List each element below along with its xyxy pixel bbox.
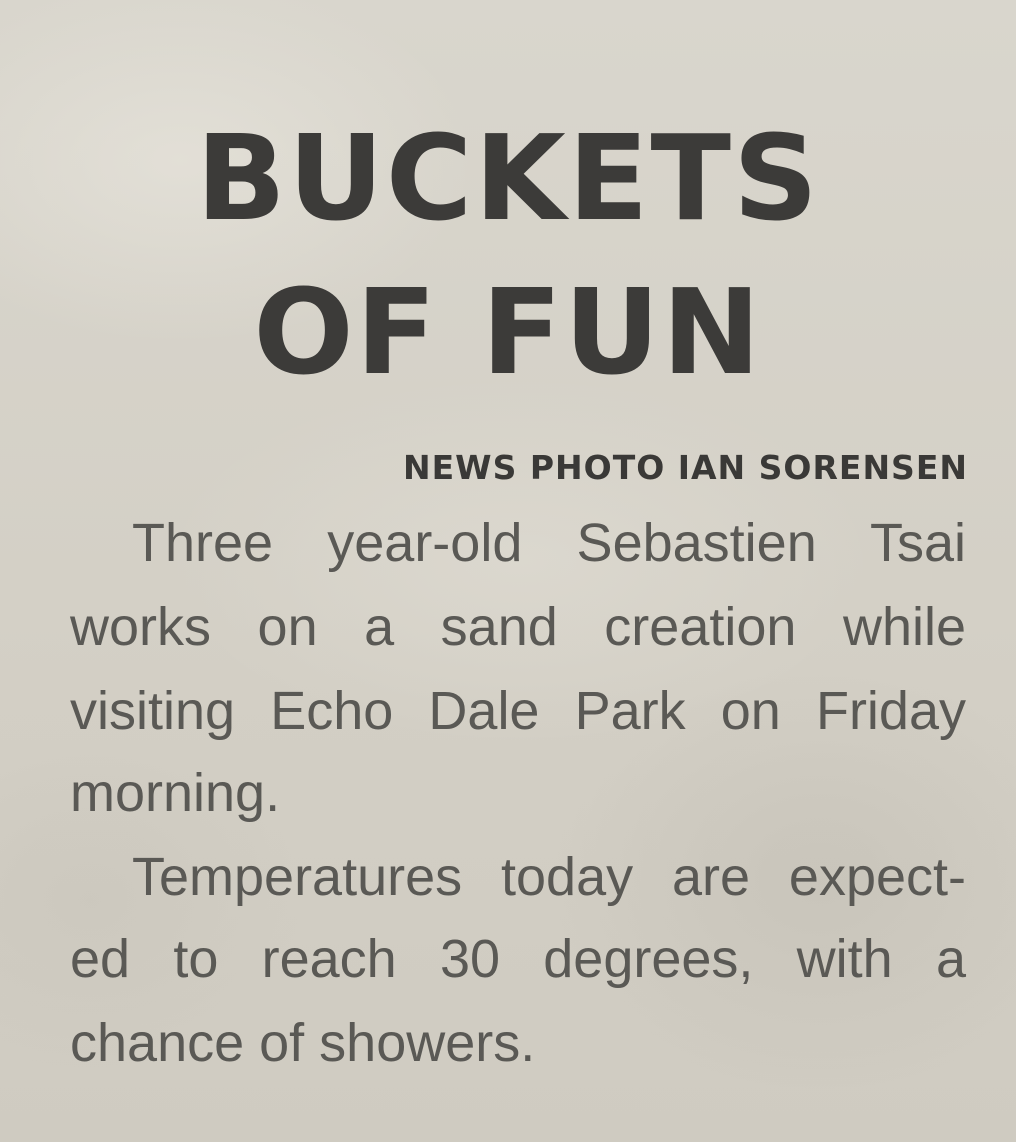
weather-line: Temperatures today are expect- bbox=[132, 847, 966, 907]
caption-line: Three year-old Sebastien Tsai bbox=[132, 513, 966, 573]
caption-line: works on a sand creation while bbox=[70, 597, 966, 657]
weather-line: chance of showers. bbox=[70, 1013, 536, 1073]
headline-line-2: OF FUN bbox=[253, 263, 763, 401]
photo-credit: NEWS PHOTO IAN SORENSEN bbox=[403, 448, 968, 487]
caption-line: visiting Echo Dale Park on Friday bbox=[70, 681, 966, 741]
caption-line: morning. bbox=[70, 763, 281, 823]
weather-line: ed to reach 30 degrees, with a bbox=[70, 929, 966, 989]
headline-line-1: BUCKETS bbox=[196, 109, 820, 247]
